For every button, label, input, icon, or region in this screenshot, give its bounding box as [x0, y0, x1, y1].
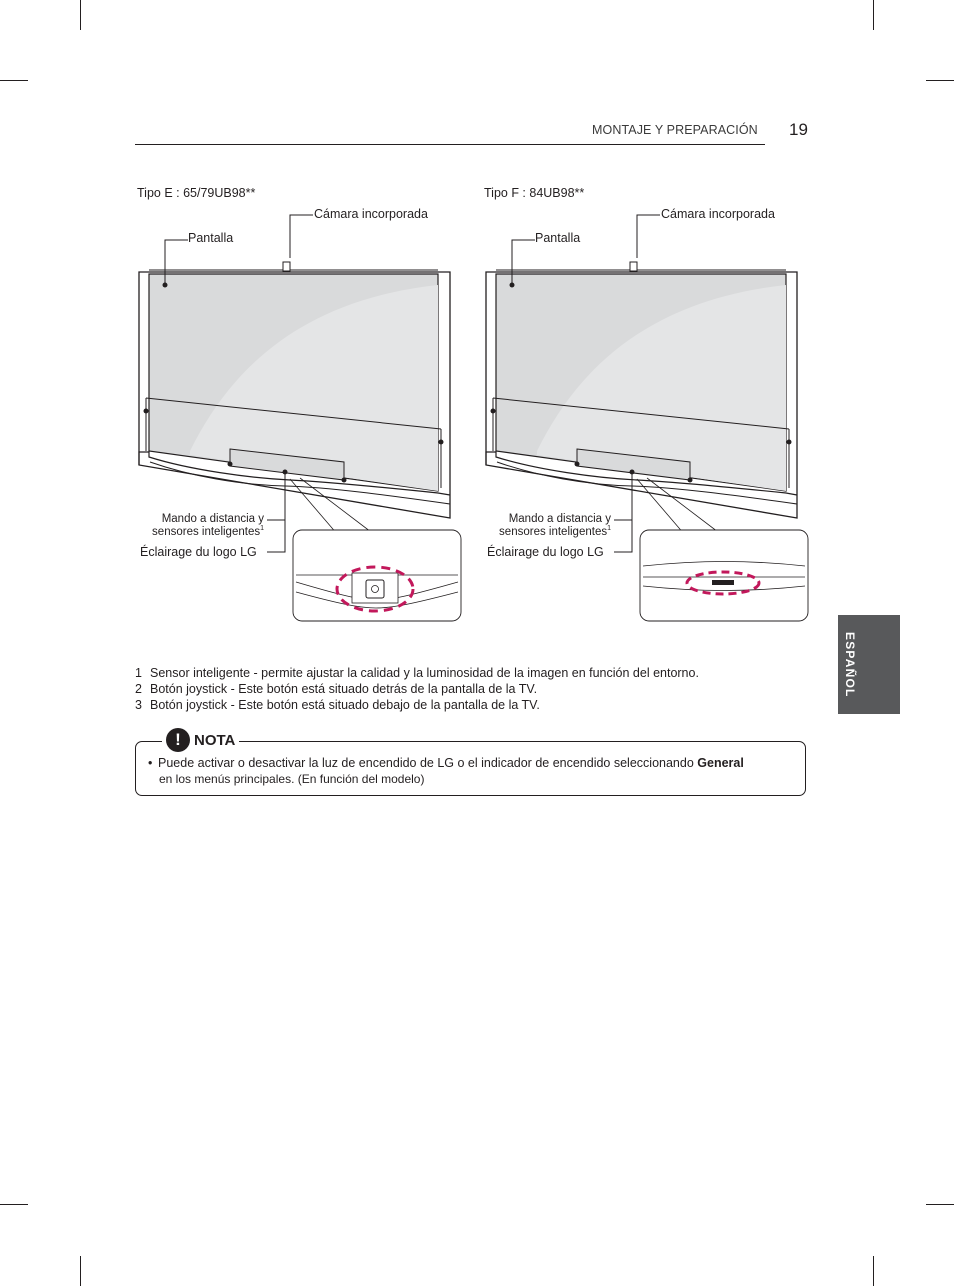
note-title: NOTA	[194, 731, 236, 749]
footnotes	[135, 665, 699, 713]
camera-label: Cámara incorporada	[661, 207, 775, 221]
crop-mark	[926, 1204, 954, 1205]
screen-label: Pantalla	[188, 231, 234, 245]
tv-type-e-label: Tipo E : 65/79UB98**	[137, 186, 256, 200]
note-text: • Puede activar o desactivar la luz de encendido de LG o el indicador de encendido seleccionando General en los menús principales. (En función del modelo)	[148, 756, 744, 786]
logo-light-label: Éclairage du logo LG	[140, 545, 257, 559]
remote-sensor-label: Mando a distancia y sensores inteligentes$^1$	[499, 513, 611, 538]
bullet: •	[148, 756, 153, 770]
footnote-row: 3 Botón joystick - Este botón está situado debajo de la pantalla de la TV.	[135, 698, 540, 712]
crop-mark	[80, 1256, 81, 1286]
crop-mark	[873, 1256, 874, 1286]
page-number: 19	[789, 120, 808, 139]
remote-sensor-label: Mando a distancia y sensores inteligentes$^1$	[152, 513, 264, 538]
footnote-row: 2 Botón joystick - Este botón está situado detrás de la pantalla de la TV.	[135, 682, 538, 696]
logo-light-label: Éclairage du logo LG	[487, 545, 604, 559]
note-header	[162, 728, 239, 752]
section-title: MONTAJE Y PREPARACIÓN	[592, 123, 758, 137]
camera-label: Cámara incorporada	[314, 207, 428, 221]
crop-mark	[0, 1204, 28, 1205]
screen-label: Pantalla	[535, 231, 581, 245]
tv-type-f-label: Tipo F : 84UB98**	[484, 186, 585, 200]
footnote-row: 1 Sensor inteligente - permite ajustar la calidad y la luminosidad de la imagen en función del entorno.	[135, 666, 699, 680]
exclamation-icon: !	[166, 728, 190, 752]
